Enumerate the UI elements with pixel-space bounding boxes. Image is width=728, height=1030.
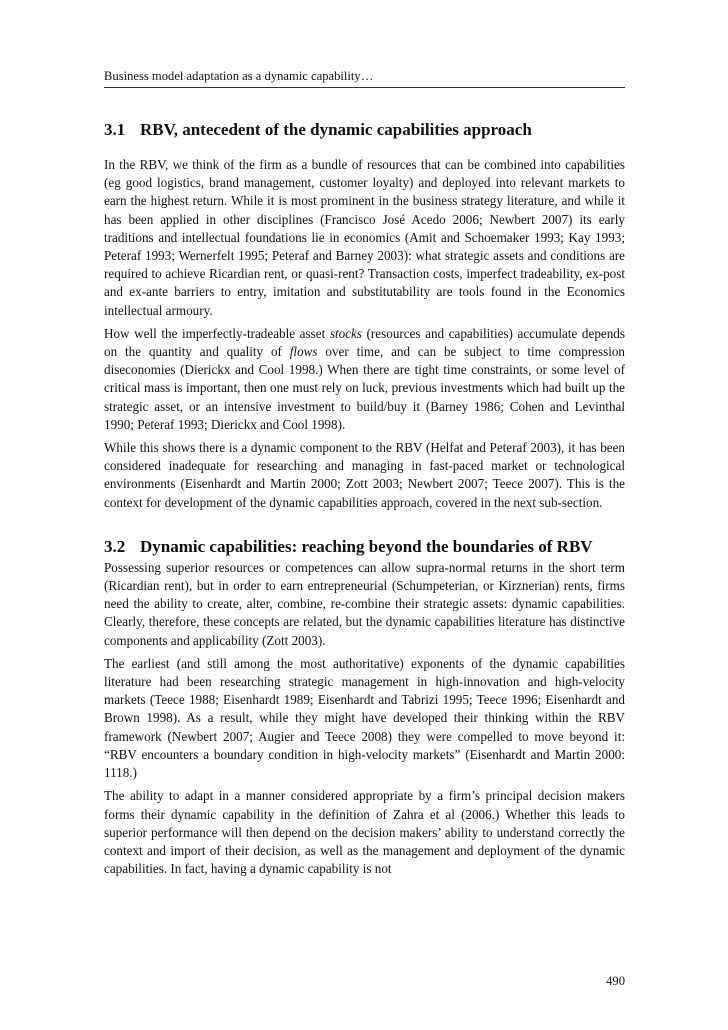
emphasis-text: stocks: [329, 325, 362, 341]
section-heading-3-2: [104, 537, 625, 557]
emphasis-text: flows: [289, 344, 318, 360]
paragraph-text: (resources and capabilities) accumulate depends on the quantity and quality of: [104, 325, 625, 360]
paragraph: While this shows there is a dynamic component to the RBV (Helfat and Peteraf 2003), it has been considered inadequate for researching and managing in fast-paced market or technological environments (Eisenhardt and Martin 2000; Zott 2003; Newbert 2007; Teece 2007). This is the context for development of the dynamic capabilities approach, covered in the next sub-section.: [104, 440, 625, 510]
page-body: [104, 120, 625, 883]
paragraph: The ability to adapt in a manner considered appropriate by a firm’s principal decision makers forms their dynamic capability in the definition of Zahra et al (2006.) Whether this leads to superior performance will then depend on the decision makers’ ability to understand correctly the context and import of their decision, as well as the management and deployment of the dynamic capabilities. In fact, having a dynamic capability is not: [104, 788, 625, 877]
section-heading-3-1: [104, 120, 625, 140]
paragraph: [104, 325, 625, 434]
page-number: 490: [606, 974, 625, 988]
paragraph: The earliest (and still among the most authoritative) exponents of the dynamic capabilities literature had been researching strategic management in high-innovation and high-velocity markets (Teece 1988; Eisenhardt 1989; Eisenhardt and Tabrizi 1995; Teece 1996; Eisenhardt and Brown 1998). As a result, while they might have developed their thinking within the RBV framework (Newbert 2007; Augier and Teece 2008) they were compelled to move beyond it: “RBV encounters a boundary condition in high-velocity markets” (Eisenhardt and Martin 2000: 1118.): [104, 655, 625, 781]
section-title: RBV, antecedent of the dynamic capabilities approach: [140, 120, 532, 139]
paragraph-text: over time, and can be subject to time compression diseconomies (Dierickx and Cool 1998.) When there are tight time constraints, or some level of critical mass is important, then one must rely on luck, previous investments which had built up the strategic asset, or an intensive investment to build/buy it (Barney 1986; Cohen and Levinthal 1990; Peteraf 1993; Dierickx and Cool 1998).: [104, 344, 626, 432]
section-number: 3.1: [104, 120, 126, 139]
running-header: Business model adaptation as a dynamic capability…: [104, 69, 374, 83]
paragraph: Possessing superior resources or competences can allow supra-normal returns in the short term (Ricardian rent), but in order to earn entrepreneurial (Schumpeterian, or Kirznerian) rents, firms need the ability to create, alter, combine, re-combine their strategic assets: dynamic capabilities. Clearly, therefore, these concepts are related, but the dynamic capabilities literature has distinctive components and applicability (Zott 2003).: [104, 559, 625, 648]
section-number: 3.2: [104, 536, 126, 556]
header-rule: [104, 87, 625, 88]
section-title: Dynamic capabilities: reaching beyond the boundaries of RBV: [140, 536, 593, 556]
paragraph: In the RBV, we think of the firm as a bundle of resources that can be combined into capabilities (eg good logistics, brand management, customer loyalty) and deployed into relevant markets to earn the highest return. While it is most prominent in the business strategy literature, and while it has been applied in other disciplines (Francisco José Acedo 2006; Newbert 2007) its early traditions and intellectual foundations lie in economics (Amit and Schoemaker 1993; Kay 1993; Peteraf 1993; Wernerfelt 1995; Peteraf and Barney 2003): what strategic assets and conditions are required to achieve Ricardian rent, or quasi-rent? Transaction costs, imperfect tradeability, ex-post and ex-ante barriers to entry, imitation and substitutability are tools found in the Economics intellectual armoury.: [104, 157, 625, 318]
paragraph-text: How well the imperfectly-tradeable asset: [104, 325, 330, 341]
